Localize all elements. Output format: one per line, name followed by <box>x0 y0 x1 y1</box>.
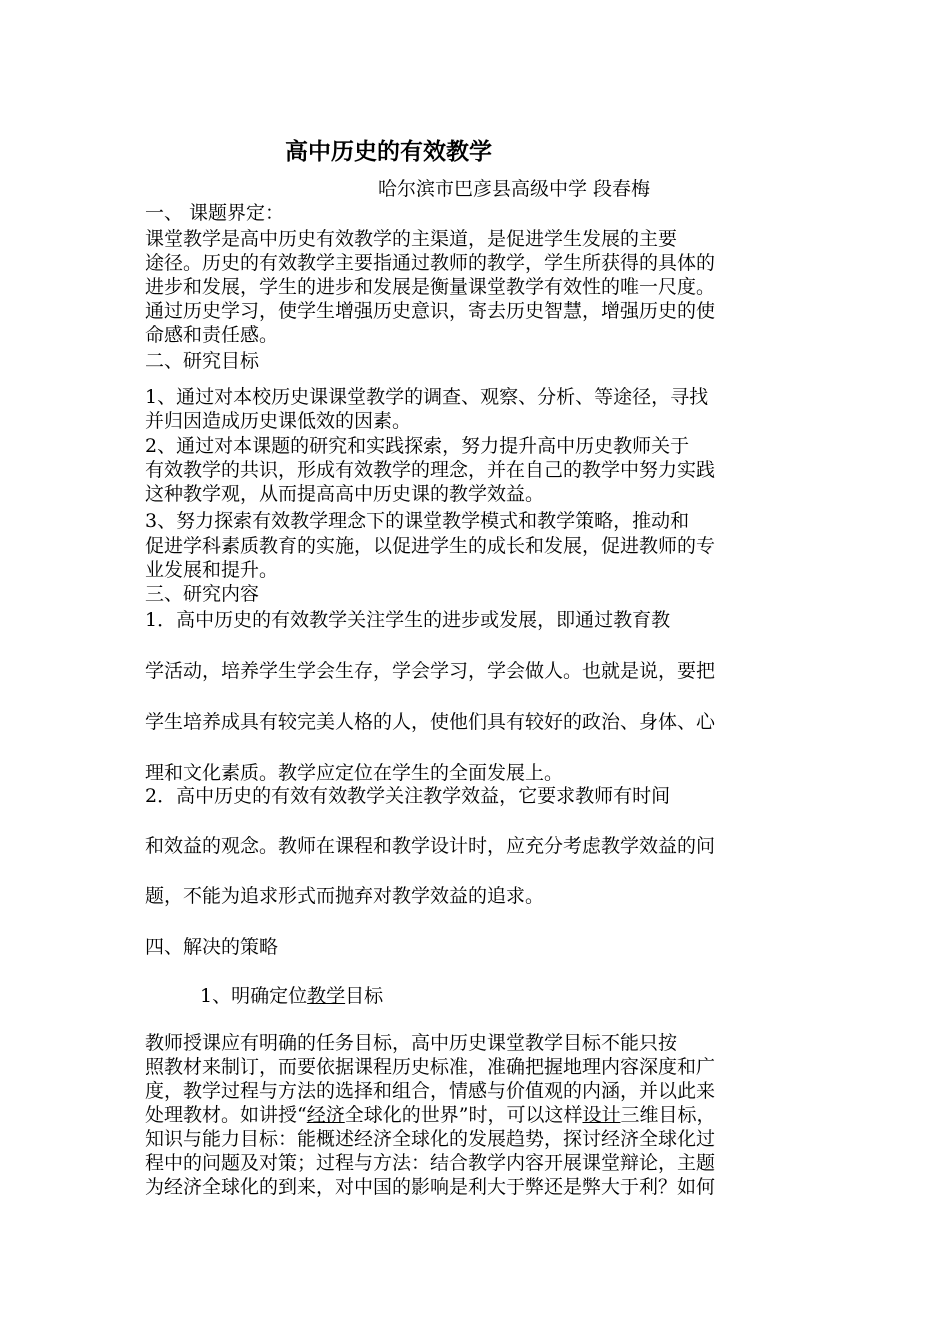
section1-line: 命感和责任感。 <box>145 324 279 346</box>
underlined-word: 教学 <box>307 985 346 1007</box>
section4-line: 度，教学过程与方法的选择和组合，情感与价值观的内涵，并以此来 <box>145 1080 716 1102</box>
section1-line: 通过历史学习，使学生增强历史意识，寄去历史智慧，增强历史的使 <box>145 300 716 322</box>
section3-line: 和效益的观念。教师在课程和教学设计时，应充分考虑教学效益的问 <box>145 835 716 857</box>
section1-line: 进步和发展，学生的进步和发展是衡量课堂教学有效性的唯一尺度。 <box>145 276 716 298</box>
section2-line: 促进学科素质教育的实施，以促进学生的成长和发展，促进教师的专 <box>145 535 716 557</box>
section2-heading: 二、研究目标 <box>145 350 260 372</box>
underlined-word: 经济 <box>306 1104 345 1126</box>
section3-line: 学活动，培养学生学会生存，学会学习，学会做人。也就是说，要把 <box>145 660 716 682</box>
section4-line: 程中的问题及对策；过程与方法：结合教学内容开展课堂辩论，主题 <box>145 1152 716 1174</box>
section3-line: 理和文化素质。教学应定位在学生的全面发展上。 <box>145 762 564 784</box>
underlined-word: 设计 <box>582 1104 621 1126</box>
section3-line: 1．高中历史的有效教学关注学生的进步或发展，即通过教育教 <box>145 609 671 631</box>
text-run: 处理教材。如讲授“ <box>145 1104 307 1126</box>
section3-line: 学生培养成具有较完美人格的人，使他们具有较好的政治、身体、心 <box>145 711 716 733</box>
section2-line: 2、通过对本课题的研究和实践探索，努力提升高中历史教师关于 <box>145 435 690 457</box>
text-run: 三维目标， <box>620 1104 716 1126</box>
section1-line: 途径。历史的有效教学主要指通过教师的教学，学生所获得的具体的 <box>145 252 716 274</box>
section4-line <box>145 1103 715 1127</box>
author-line: 哈尔滨市巴彦县高级中学 段春梅 <box>378 178 651 200</box>
section1-line: 课堂教学是高中历史有效教学的主渠道，是促进学生发展的主要 <box>145 228 678 250</box>
section4-line: 教师授课应有明确的任务目标，高中历史课堂教学目标不能只按 <box>145 1032 678 1054</box>
strategy-subheading <box>200 984 383 1008</box>
section4-line: 照教材来制订，而要依据课程历史标准，准确把握地理内容深度和广 <box>145 1056 716 1078</box>
section1-heading: 一、 课题界定： <box>145 202 285 224</box>
section2-line: 这种教学观，从而提高高中历史课的教学效益。 <box>145 483 545 505</box>
section3-line: 2．高中历史的有效有效教学关注教学效益，它要求教师有时间 <box>145 785 671 807</box>
section4-line: 知识与能力目标：能概述经济全球化的发展趋势，探讨经济全球化过 <box>145 1128 716 1150</box>
section3-line: 题，不能为追求形式而抛弃对教学效益的追求。 <box>145 885 545 907</box>
section2-line: 并归因造成历史课低效的因素。 <box>145 410 412 432</box>
text-run: 全球化的世界”时，可以这样 <box>344 1104 583 1126</box>
strategy-subheading-text: 1、明确定位 <box>200 985 308 1007</box>
section2-line: 有效教学的共识，形成有效教学的理念，并在自己的教学中努力实践 <box>145 459 716 481</box>
section4-line: 为经济全球化的到来，对中国的影响是利大于弊还是弊大于利？如何 <box>145 1176 716 1198</box>
section4-heading: 四、解决的策略 <box>145 936 279 958</box>
section2-line: 1、通过对本校历史课课堂教学的调查、观察、分析、等途径，寻找 <box>145 386 709 408</box>
strategy-subheading-text: 目标 <box>345 985 384 1007</box>
section3-heading: 三、研究内容 <box>145 583 260 605</box>
page-title: 高中历史的有效教学 <box>285 139 492 165</box>
section2-line: 业发展和提升。 <box>145 559 279 581</box>
section2-line: 3、努力探索有效教学理念下的课堂教学模式和教学策略，推动和 <box>145 510 690 532</box>
